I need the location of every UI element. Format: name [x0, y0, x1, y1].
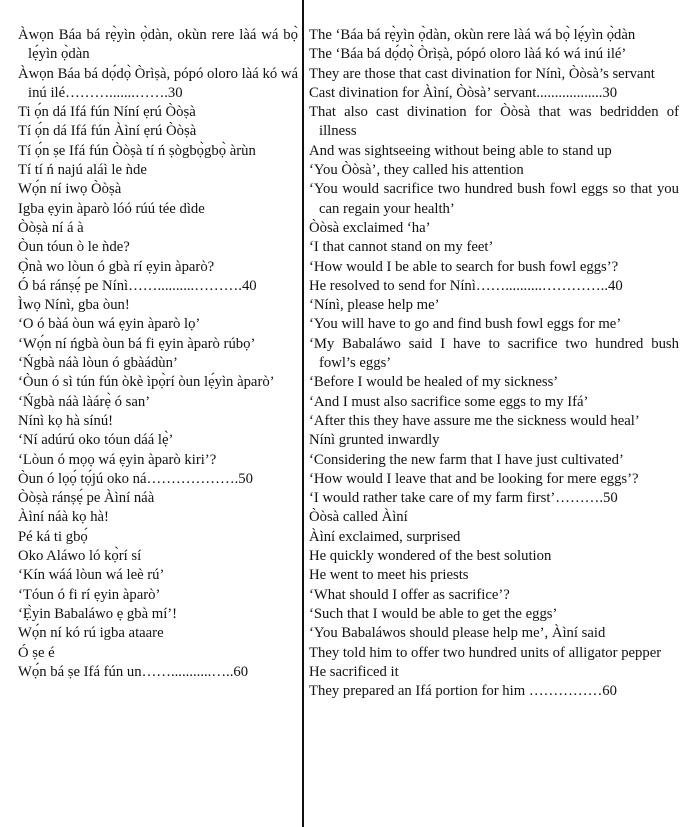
yoruba-verse-column [18, 26, 298, 682]
english-translation-line: ‘Before I would be healed of my sickness’ [309, 374, 559, 391]
yoruba-verse-line: Pé ká ti gbọ́ [18, 528, 88, 545]
english-translation-line: The ‘Báa bá rẹ̀yìn ọ̀dàn, okùn rere làá wá bọ̀ lẹ́yìn ọ̀dàn [309, 27, 636, 43]
yoruba-verse-line: Òun tóun ò le ǹde? [18, 239, 130, 256]
english-translation-line: ‘You will have to go and find bush fowl eggs for me’ [309, 316, 622, 333]
yoruba-verse-line: ‘Ní adúrú oko tóun dáá lẹ̀’ [18, 432, 174, 449]
english-translation-line: The ‘Báa bá dọ́dọ̀ Òrìṣà, pópó oloro làá kó wá inú ilé’ [309, 46, 627, 63]
english-translation-line: ‘Nínì, please help me’ [309, 297, 440, 314]
english-translation-column [309, 26, 679, 701]
english-translation-line: He quickly wondered of the best solution [309, 548, 552, 565]
yoruba-verse-line: ‘Tóun ó fi rí ẹyin àparò’ [18, 586, 161, 603]
yoruba-verse-line: Wọ́n ní kó rú igba ataare [18, 625, 164, 642]
yoruba-verse-line: ‘Ńgbà náà lòun ó gbàádùn’ [18, 355, 178, 372]
yoruba-verse-line: Àìní náà kọ hà! [18, 509, 109, 526]
yoruba-verse-line: Ó bá ránṣẹ́ pe Nínì……..........……….40 [18, 277, 257, 294]
english-translation-line: Àìní exclaimed, surprised [309, 528, 461, 545]
yoruba-verse-line: Tí ọ́n dá Ifá fún Àìní ẹrú Òòṣà [18, 123, 197, 140]
yoruba-verse-line: Ọ̀nà wo lòun ó gbà rí ẹyin àparò? [18, 258, 215, 275]
yoruba-verse-line: Ìwọ Nínì, gba òun! [18, 297, 130, 314]
english-translation-line: Òòsà exclaimed ‘ha’ [309, 219, 431, 236]
yoruba-verse-line: Ó ṣe é [18, 644, 55, 661]
english-translation-line: They are those that cast divination for Nínì, Òòsà’s servant [309, 65, 655, 82]
yoruba-verse-line: Wọ́n ní iwọ Òòṣà [18, 181, 122, 198]
english-translation-line: ‘I would rather take care of my farm first’……….50 [309, 490, 618, 507]
yoruba-verse-line: ‘Òun ó sì tún fún òkè ìpọ̀rí òun lẹ́yìn àparò’ [18, 374, 275, 391]
english-translation-line: ‘Considering the new farm that I have just cultivated’ [309, 451, 624, 468]
yoruba-verse-line: ‘Ńgbà náà làárẹ̀ ó san’ [18, 393, 151, 410]
english-translation-line: He went to meet his priests [309, 567, 469, 584]
english-translation-line: ‘You Òòsà’, they called his attention [309, 162, 524, 179]
yoruba-verse-line: ‘Ẹ̀yin Babaláwo ẹ gbà mí’! [18, 605, 178, 622]
yoruba-verse-line: Àwọn Báa bá rẹ̀yìn ọ̀dàn, okùn rere làá wá bọ̀ lẹ́yìn ọ̀dàn [18, 27, 298, 63]
yoruba-verse-line: Nínì kọ hà sínú! [18, 412, 114, 429]
english-translation-line: And was sightseeing without being able to stand up [309, 142, 612, 159]
english-translation-line: They prepared an Ifá portion for him ……………60 [309, 683, 617, 700]
yoruba-verse-line: Òòṣà ní á à [18, 219, 84, 236]
yoruba-verse-line: ‘O ó bàá òun wá ẹyin àparò lọ’ [18, 316, 201, 333]
english-translation-line: ‘After this they have assure me the sickness would heal’ [309, 412, 640, 429]
english-translation-line: ‘And I must also sacrifice some eggs to my Ifá’ [309, 393, 589, 410]
yoruba-verse-line: Wọ́n bá ṣe Ifá fún un……...........…..60 [18, 663, 249, 680]
english-translation-line: ‘My Babaláwo said I have to sacrifice two hundred bush fowl’s eggs’ [309, 335, 679, 372]
yoruba-verse-line: Òun ó lọọ́ tọ́jú oko ná……………….50 [18, 470, 253, 487]
english-translation-line: ‘How would I be able to search for bush fowl eggs’? [309, 258, 619, 275]
yoruba-verse-line: Ti ọ́n dá Ifá fún Níní ẹrú Òòṣà [18, 104, 196, 121]
english-translation-line: They told him to offer two hundred units of alligator pepper [309, 644, 662, 661]
english-translation-line: Cast divination for Àìní, Òòsà’ servant..................30 [309, 84, 618, 101]
english-translation-line: ‘I that cannot stand on my feet’ [309, 239, 494, 256]
english-translation-line: ‘You Babaláwos should please help me’, Àìní said [309, 625, 606, 642]
yoruba-verse-line: Oko Aláwo ló kọ̀rí sí [18, 548, 142, 565]
english-translation-line: ‘You would sacrifice two hundred bush fowl eggs so that you can regain your health’ [309, 181, 679, 217]
english-translation-line: Nínì grunted inwardly [309, 432, 440, 449]
english-translation-line: That also cast divination for Òòsà that was bedridden of illness [309, 104, 679, 140]
yoruba-verse-line: ‘Wọ́n ní ńgbà òun bá fi ẹyin àparò rúbọ’ [18, 335, 256, 352]
yoruba-verse-line: ‘Lòun ó mọọ wá ẹyin àparò kiri’? [18, 451, 217, 468]
yoruba-verse-line: ‘Kín wáá lòun wá leè rú’ [18, 567, 165, 584]
yoruba-verse-line: Àwọn Báa bá dọ́dọ̀ Òrìṣà, pópó oloro làá kó wá inú ilé……….......…….30 [18, 65, 298, 101]
english-translation-line: ‘Such that I would be able to get the eggs’ [309, 605, 558, 622]
column-divider [302, 0, 304, 827]
english-translation-line: Òòsà called Àìní [309, 509, 408, 526]
english-translation-line: He sacrificed it [309, 663, 399, 680]
yoruba-verse-line: Tí ọ́n ṣe Ifá fún Òòṣà tí ń ṣògbọ̀gbọ̀ àrùn [18, 142, 256, 159]
english-translation-line: ‘How would I leave that and be looking for mere eggs’? [309, 470, 639, 487]
yoruba-verse-line: Igba ẹyin àparò lóó rúú tée dìde [18, 200, 205, 217]
english-translation-line: ‘What should I offer as sacrifice’? [309, 586, 510, 603]
english-translation-line: He resolved to send for Nínì……..........…………..40 [309, 277, 623, 294]
yoruba-verse-line: Tí tí ń najú aláì le ǹde [18, 162, 147, 179]
yoruba-verse-line: Òòṣà ránṣẹ́ pe Àìní náà [18, 490, 155, 507]
